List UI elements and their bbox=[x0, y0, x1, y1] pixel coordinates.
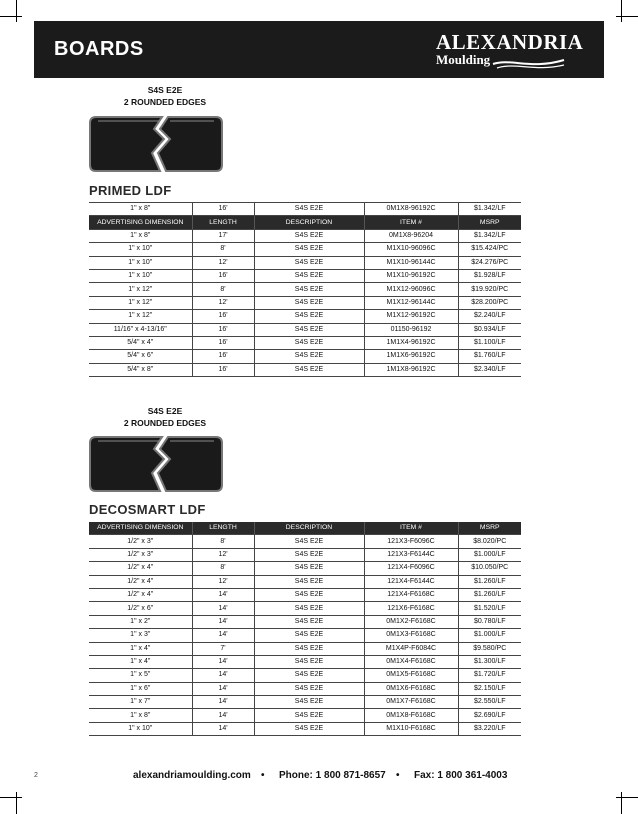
table-cell: S4S E2E bbox=[254, 655, 364, 668]
table-cell: 1/2" x 4" bbox=[89, 575, 192, 588]
table-cell: 121X6-F6168C bbox=[364, 602, 458, 615]
table-cell: $1.000/LF bbox=[458, 629, 521, 642]
table-cell: 1" x 3" bbox=[89, 629, 192, 642]
table-cell: 1/2" x 3" bbox=[89, 548, 192, 561]
table-cell: 14' bbox=[192, 588, 254, 601]
table-cell: 16' bbox=[192, 363, 254, 376]
table-cell: S4S E2E bbox=[254, 669, 364, 682]
table-cell: $1.100/LF bbox=[458, 336, 521, 349]
table-cell: 121X4-F6096C bbox=[364, 562, 458, 575]
table-cell: 11/16" x 4-13/16" bbox=[89, 323, 192, 336]
table-cell: $3.220/LF bbox=[458, 722, 521, 735]
table-cell: 16' bbox=[192, 269, 254, 282]
column-header: MSRP bbox=[458, 522, 521, 535]
column-header: ITEM # bbox=[364, 522, 458, 535]
table-row bbox=[89, 709, 521, 722]
table-cell: 0M1X8-F6168C bbox=[364, 709, 458, 722]
table-cell: S4S E2E bbox=[254, 283, 364, 296]
table-header-row bbox=[89, 216, 521, 229]
crop-mark bbox=[616, 797, 638, 798]
table-row bbox=[89, 615, 521, 628]
table-row bbox=[89, 602, 521, 615]
table-cell: S4S E2E bbox=[254, 588, 364, 601]
column-header: ITEM # bbox=[364, 216, 458, 229]
column-header: ADVERTISING DIMENSION bbox=[89, 216, 192, 229]
table-cell: $1.760/LF bbox=[458, 350, 521, 363]
table-cell: $1.300/LF bbox=[458, 655, 521, 668]
table-cell: 14' bbox=[192, 655, 254, 668]
table-cell: 0M1X3-F6168C bbox=[364, 629, 458, 642]
table-cell: 121X4-F6168C bbox=[364, 588, 458, 601]
profile-label-line2: 2 ROUNDED EDGES bbox=[123, 418, 207, 428]
table-row bbox=[89, 350, 521, 363]
table-cell: 121X3-F6096C bbox=[364, 535, 458, 548]
logo-swoosh-icon bbox=[491, 56, 566, 70]
table-cell: 0M1X2-F6168C bbox=[364, 615, 458, 628]
table-cell: S4S E2E bbox=[254, 310, 364, 323]
fax-number: Fax: 1 800 361-4003 bbox=[414, 770, 508, 781]
table-cell: $2.690/LF bbox=[458, 709, 521, 722]
table-cell: S4S E2E bbox=[254, 696, 364, 709]
table-row bbox=[89, 669, 521, 682]
table-cell: 14' bbox=[192, 682, 254, 695]
table-cell: 1" x 4" bbox=[89, 655, 192, 668]
table-row bbox=[89, 722, 521, 735]
table-cell: $2.240/LF bbox=[458, 310, 521, 323]
table-cell: M1X12-96144C bbox=[364, 296, 458, 309]
table-cell: $2.340/LF bbox=[458, 363, 521, 376]
table-cell: 121X4-F6144C bbox=[364, 575, 458, 588]
table-cell: S4S E2E bbox=[254, 229, 364, 242]
profile-label bbox=[100, 405, 230, 429]
table-cell: S4S E2E bbox=[254, 323, 364, 336]
table-cell: S4S E2E bbox=[254, 722, 364, 735]
table-cell: 0M1X8-96192C bbox=[364, 203, 458, 216]
profile-label-line2: 2 ROUNDED EDGES bbox=[123, 97, 207, 107]
column-header: DESCRIPTION bbox=[254, 522, 364, 535]
table-cell: 1" x 12" bbox=[89, 310, 192, 323]
table-cell: $0.780/LF bbox=[458, 615, 521, 628]
table-cell: $1.720/LF bbox=[458, 669, 521, 682]
table-cell: S4S E2E bbox=[254, 682, 364, 695]
table-cell: 1" x 8" bbox=[89, 229, 192, 242]
table-cell: $1.520/LF bbox=[458, 602, 521, 615]
table-cell: 01150-96192 bbox=[364, 323, 458, 336]
table-cell: 14' bbox=[192, 709, 254, 722]
section-title-primed-ldf: PRIMED LDF bbox=[89, 183, 172, 198]
page-footer bbox=[0, 770, 638, 786]
table-row bbox=[89, 323, 521, 336]
crop-mark bbox=[16, 792, 17, 814]
table-cell: 14' bbox=[192, 696, 254, 709]
table-row bbox=[89, 310, 521, 323]
table-row bbox=[89, 575, 521, 588]
table-cell: $1.928/LF bbox=[458, 269, 521, 282]
footer-separator: • bbox=[396, 770, 400, 781]
logo-wordmark: ALEXANDRIA bbox=[436, 30, 584, 54]
crop-mark bbox=[621, 792, 622, 814]
table-row bbox=[89, 696, 521, 709]
profile-label bbox=[100, 84, 230, 108]
table-cell: 12' bbox=[192, 548, 254, 561]
table-cell: 1" x 12" bbox=[89, 283, 192, 296]
table-header-row bbox=[89, 522, 521, 535]
table-cell: $2.150/LF bbox=[458, 682, 521, 695]
table-cell: 7' bbox=[192, 642, 254, 655]
table-cell: 1/2" x 6" bbox=[89, 602, 192, 615]
table-cell: 12' bbox=[192, 575, 254, 588]
table-cell: 16' bbox=[192, 203, 254, 216]
table-cell: S4S E2E bbox=[254, 642, 364, 655]
profile-label-line1: S4S E2E bbox=[147, 406, 183, 416]
table-cell: $24.276/PC bbox=[458, 256, 521, 269]
table-cell: 14' bbox=[192, 602, 254, 615]
table-row bbox=[89, 336, 521, 349]
footer-separator: • bbox=[261, 770, 265, 781]
table-cell: 12' bbox=[192, 296, 254, 309]
table-cell: 1" x 12" bbox=[89, 296, 192, 309]
column-header: MSRP bbox=[458, 216, 521, 229]
table-cell: 1/2" x 4" bbox=[89, 562, 192, 575]
table-cell: 1" x 7" bbox=[89, 696, 192, 709]
table-cell: 1" x 10" bbox=[89, 256, 192, 269]
table-cell: $19.920/PC bbox=[458, 283, 521, 296]
table-cell: 1" x 5" bbox=[89, 669, 192, 682]
table-cell: 1" x 10" bbox=[89, 269, 192, 282]
table-cell: 1" x 10" bbox=[89, 722, 192, 735]
profile-label-line1: S4S E2E bbox=[147, 85, 183, 95]
table-cell: 8' bbox=[192, 562, 254, 575]
phone-number: Phone: 1 800 871-8657 bbox=[279, 770, 386, 781]
table-cell: 5/4" x 4" bbox=[89, 336, 192, 349]
table-cell: 14' bbox=[192, 722, 254, 735]
table-cell: S4S E2E bbox=[254, 350, 364, 363]
table-row bbox=[89, 283, 521, 296]
table-cell: M1X4P-F6084C bbox=[364, 642, 458, 655]
logo-subtitle: Moulding bbox=[436, 52, 491, 67]
table-cell: S4S E2E bbox=[254, 363, 364, 376]
table-cell: 1/2" x 3" bbox=[89, 535, 192, 548]
table-cell: 1M1X6-96192C bbox=[364, 350, 458, 363]
decosmart-ldf-table bbox=[89, 522, 521, 736]
table-cell: 8' bbox=[192, 243, 254, 256]
table-row bbox=[89, 588, 521, 601]
table-cell: 0M1X7-F6168C bbox=[364, 696, 458, 709]
primed-ldf-table bbox=[89, 202, 521, 377]
column-header: LENGTH bbox=[192, 216, 254, 229]
table-cell: $15.424/PC bbox=[458, 243, 521, 256]
crop-mark bbox=[616, 16, 638, 17]
table-row bbox=[89, 548, 521, 561]
table-cell: S4S E2E bbox=[254, 629, 364, 642]
column-header: LENGTH bbox=[192, 522, 254, 535]
table-cell: 0M1X4-F6168C bbox=[364, 655, 458, 668]
table-cell: S4S E2E bbox=[254, 256, 364, 269]
table-cell: S4S E2E bbox=[254, 243, 364, 256]
table-cell: 14' bbox=[192, 629, 254, 642]
table-cell: M1X12-96192C bbox=[364, 310, 458, 323]
table-row bbox=[89, 562, 521, 575]
table-row bbox=[89, 243, 521, 256]
table-row bbox=[89, 642, 521, 655]
table-cell: S4S E2E bbox=[254, 562, 364, 575]
table-cell: 0M1X5-F6168C bbox=[364, 669, 458, 682]
table-cell: $1.000/LF bbox=[458, 548, 521, 561]
table-cell: 14' bbox=[192, 669, 254, 682]
table-cell: S4S E2E bbox=[254, 336, 364, 349]
table-cell: 1/2" x 4" bbox=[89, 588, 192, 601]
section-title-decosmart-ldf: DECOSMART LDF bbox=[89, 502, 206, 517]
table-row bbox=[89, 629, 521, 642]
table-cell: 16' bbox=[192, 310, 254, 323]
table-row bbox=[89, 682, 521, 695]
table-cell: $9.580/PC bbox=[458, 642, 521, 655]
table-cell: 1" x 2" bbox=[89, 615, 192, 628]
table-row bbox=[89, 269, 521, 282]
table-cell: M1X10-96144C bbox=[364, 256, 458, 269]
brand-logo bbox=[436, 30, 584, 74]
crop-mark bbox=[621, 0, 622, 22]
table-cell: 12' bbox=[192, 256, 254, 269]
page-number: 2 bbox=[34, 772, 38, 779]
table-cell: $1.342/LF bbox=[458, 229, 521, 242]
table-cell: 1" x 4" bbox=[89, 642, 192, 655]
table-cell: $10.050/PC bbox=[458, 562, 521, 575]
table-cell: S4S E2E bbox=[254, 548, 364, 561]
table-cell: M1X10-96096C bbox=[364, 243, 458, 256]
table-cell: M1X10-F6168C bbox=[364, 722, 458, 735]
table-cell: 1" x 8" bbox=[89, 709, 192, 722]
table-cell: S4S E2E bbox=[254, 269, 364, 282]
table-cell: $28.200/PC bbox=[458, 296, 521, 309]
table-cell: M1X12-96096C bbox=[364, 283, 458, 296]
table-cell: S4S E2E bbox=[254, 296, 364, 309]
table-cell: $2.550/LF bbox=[458, 696, 521, 709]
table-cell: 8' bbox=[192, 283, 254, 296]
table-cell: 1M1X8-96192C bbox=[364, 363, 458, 376]
table-cell: 1" x 8" bbox=[89, 203, 192, 216]
table-cell: 121X3-F6144C bbox=[364, 548, 458, 561]
table-cell: 1" x 10" bbox=[89, 243, 192, 256]
table-row bbox=[89, 296, 521, 309]
table-cell: $8.020/PC bbox=[458, 535, 521, 548]
table-row bbox=[89, 256, 521, 269]
table-cell: 0M1X8-96204 bbox=[364, 229, 458, 242]
table-cell: S4S E2E bbox=[254, 709, 364, 722]
table-row bbox=[89, 535, 521, 548]
table-cell: $1.260/LF bbox=[458, 575, 521, 588]
table-cell: 17' bbox=[192, 229, 254, 242]
table-cell: 0M1X6-F6168C bbox=[364, 682, 458, 695]
table-cell: 1" x 6" bbox=[89, 682, 192, 695]
table-cell: 5/4" x 6" bbox=[89, 350, 192, 363]
table-cell: 8' bbox=[192, 535, 254, 548]
table-row bbox=[89, 229, 521, 242]
crop-mark bbox=[16, 0, 17, 22]
table-cell: S4S E2E bbox=[254, 602, 364, 615]
table-cell: $1.260/LF bbox=[458, 588, 521, 601]
table-cell: S4S E2E bbox=[254, 575, 364, 588]
table-cell: 14' bbox=[192, 615, 254, 628]
table-cell: 16' bbox=[192, 323, 254, 336]
table-row bbox=[89, 203, 521, 216]
column-header: ADVERTISING DIMENSION bbox=[89, 522, 192, 535]
column-header: DESCRIPTION bbox=[254, 216, 364, 229]
board-profile-icon bbox=[88, 113, 224, 175]
table-cell: S4S E2E bbox=[254, 615, 364, 628]
page-title: BOARDS bbox=[54, 38, 144, 60]
table-cell: S4S E2E bbox=[254, 535, 364, 548]
table-cell: M1X10-96192C bbox=[364, 269, 458, 282]
table-cell: 16' bbox=[192, 350, 254, 363]
crop-mark bbox=[0, 797, 22, 798]
table-row bbox=[89, 363, 521, 376]
table-cell: $0.934/LF bbox=[458, 323, 521, 336]
table-cell: S4S E2E bbox=[254, 203, 364, 216]
crop-mark bbox=[0, 16, 22, 17]
table-cell: $1.342/LF bbox=[458, 203, 521, 216]
table-cell: 1M1X4-96192C bbox=[364, 336, 458, 349]
table-cell: 16' bbox=[192, 336, 254, 349]
page-header bbox=[34, 21, 604, 78]
table-row bbox=[89, 655, 521, 668]
board-profile-icon bbox=[88, 433, 224, 495]
website-link[interactable]: alexandriamoulding.com bbox=[133, 770, 251, 781]
table-cell: 5/4" x 8" bbox=[89, 363, 192, 376]
